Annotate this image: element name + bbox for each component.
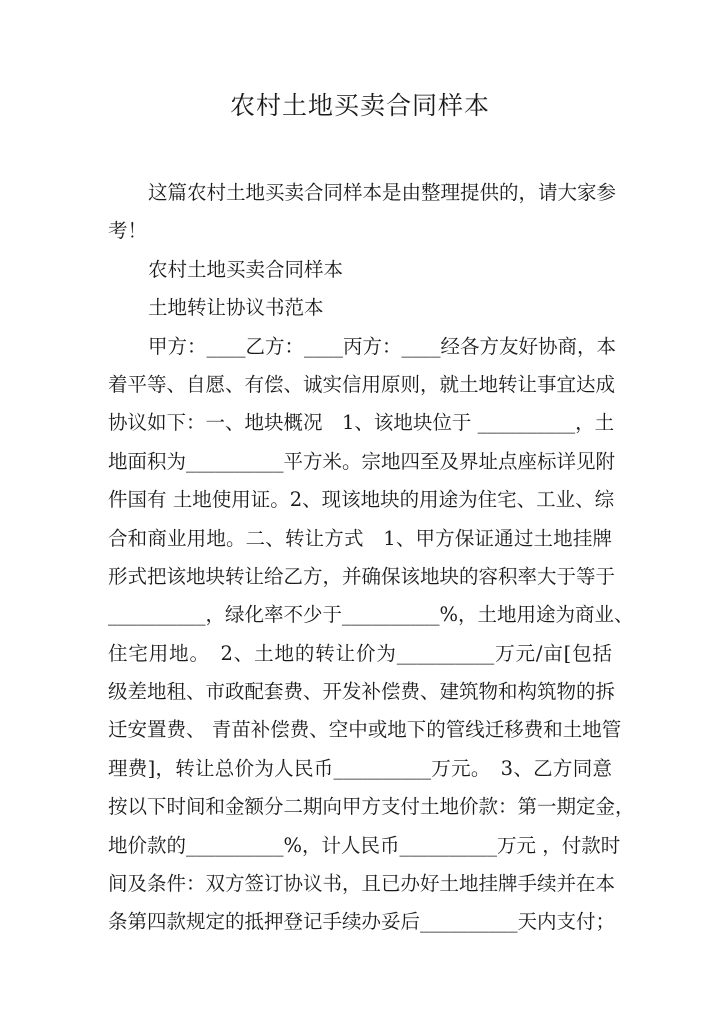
section-heading: 土地转让协议书范本 — [148, 296, 324, 320]
paragraph-line: 住宅用地。 2、土地的转让价为__________万元/亩[包括 — [108, 641, 612, 665]
paragraph-line: 合和商业用地。二、转让方式 1、甲方保证通过土地挂牌 — [108, 526, 612, 550]
document-title: 农村土地买卖合同样本 — [229, 91, 490, 120]
paragraph-line: 着平等、自愿、有偿、诚实信用原则，就土地转让事宜达成 — [108, 372, 616, 396]
paragraph-line: 间及条件：双方签订协议书，且已办好土地挂牌手续并在本 — [108, 872, 616, 896]
paragraph-line: 按以下时间和金额分二期向甲方支付土地价款：第一期定金， — [108, 795, 635, 819]
paragraph-line: 地面积为__________平方米。宗地四至及界址点座标详见附 — [108, 449, 616, 473]
document-body — [108, 174, 635, 942]
paragraph-line: 条第四款规定的抵押登记手续办妥后__________天内支付； — [108, 910, 616, 934]
paragraph-line: 考！ — [108, 219, 148, 243]
paragraph-line: 协议如下：一、地块概况 1、该地块位于 __________，土 — [108, 411, 615, 435]
paragraph-line: 甲方：____乙方：____丙方：____经各方友好协商，本 — [148, 334, 617, 358]
paragraph-line: 件国有 土地使用证。2、现该地块的用途为住宅、工业、综 — [108, 488, 615, 512]
paragraph-line: 理费]，转让总价为人民币__________万元。 3、乙方同意 — [108, 756, 612, 780]
section-heading: 农村土地买卖合同样本 — [148, 257, 344, 281]
paragraph-line: __________，绿化率不少于__________%，土地用途为商业、 — [108, 603, 634, 627]
paragraph-line: 级差地租、市政配套费、开发补偿费、建筑物和构筑物的拆 — [108, 680, 616, 704]
paragraph-line: 形式把该地块转让给乙方，并确保该地块的容积率大于等于 — [108, 564, 616, 588]
paragraph-line: 地价款的__________%，计人民币__________万元 ，付款时 — [108, 833, 621, 857]
paragraph-line: 这篇农村土地买卖合同样本是由整理提供的，请大家参 — [148, 181, 617, 204]
paragraph-line: 迁安置费、 青苗补偿费、空中或地下的管线迁移费和土地管 — [108, 718, 622, 742]
